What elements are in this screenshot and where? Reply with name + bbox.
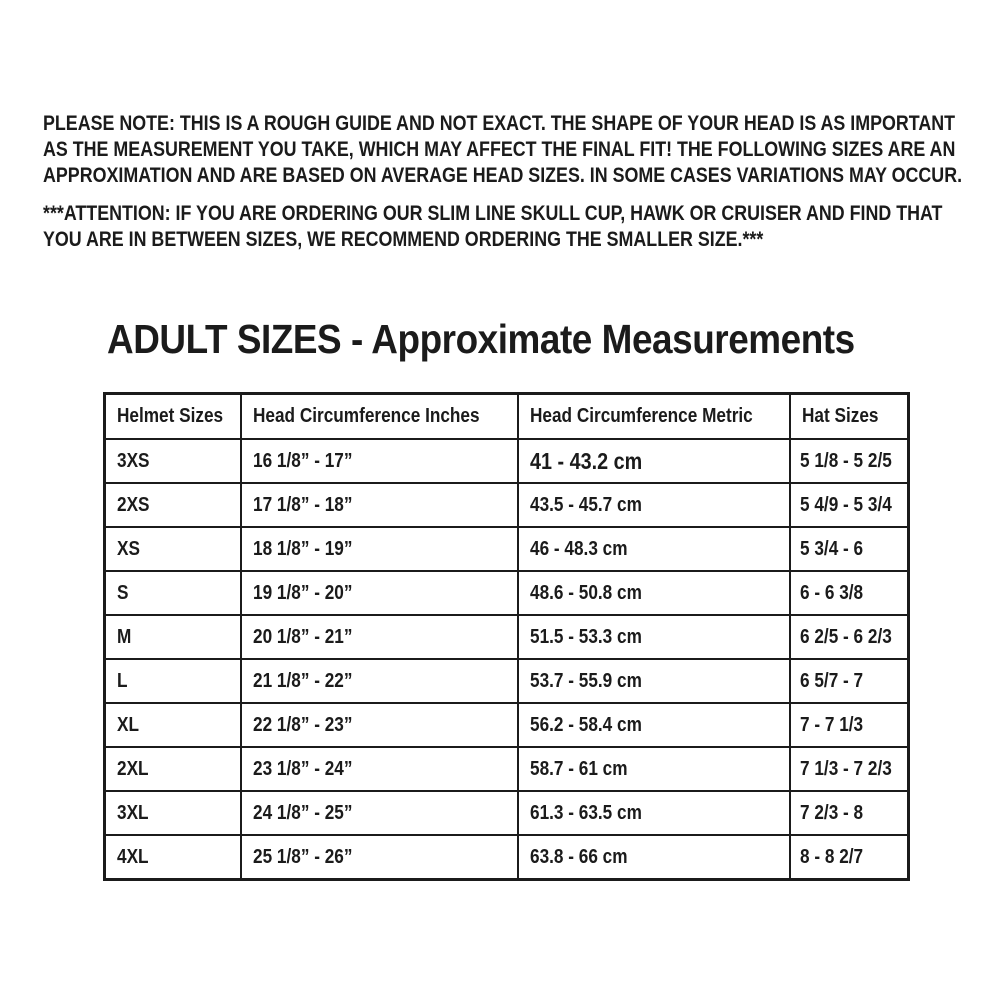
metric-cell: 58.7 - 61 cm: [518, 747, 790, 791]
hat-size-cell: 7 2/3 - 8: [790, 791, 908, 835]
helmet-size-cell: S: [105, 571, 242, 615]
hat-size-cell: 5 3/4 - 6: [790, 527, 908, 571]
attention-line: YOU ARE IN BETWEEN SIZES, WE RECOMMEND ORDERING THE SMALLER SIZE.***: [43, 228, 764, 251]
note-line: APPROXIMATION AND ARE BASED ON AVERAGE HEAD SIZES. IN SOME CASES VARIATIONS MAY OCCUR.: [43, 164, 963, 187]
hat-size-cell: 6 2/5 - 6 2/3: [790, 615, 908, 659]
table-row: [105, 483, 909, 527]
hat-size-cell: 7 - 7 1/3: [790, 703, 908, 747]
table-row: [105, 835, 909, 880]
helmet-size-cell: XS: [105, 527, 242, 571]
helmet-size-cell: 4XL: [105, 835, 242, 880]
hat-size-cell: 8 - 8 2/7: [790, 835, 908, 880]
header-cell-helmet-sizes: Helmet Sizes: [105, 394, 242, 440]
inches-cell: 18 1/8” - 19”: [241, 527, 517, 571]
hat-size-cell: 5 1/8 - 5 2/5: [790, 439, 908, 483]
table-row: [105, 747, 909, 791]
helmet-size-cell: 2XS: [105, 483, 242, 527]
table-row: [105, 659, 909, 703]
table-row: [105, 615, 909, 659]
hat-size-cell: 6 - 6 3/8: [790, 571, 908, 615]
table-row: [105, 439, 909, 483]
adult-sizes-table: [103, 392, 910, 881]
note-line: AS THE MEASUREMENT YOU TAKE, WHICH MAY AFFECT THE FINAL FIT! THE FOLLOWING SIZES ARE AN: [43, 138, 956, 161]
inches-cell: 20 1/8” - 21”: [241, 615, 517, 659]
inches-cell: 24 1/8” - 25”: [241, 791, 517, 835]
metric-cell: 51.5 - 53.3 cm: [518, 615, 790, 659]
metric-cell: 63.8 - 66 cm: [518, 835, 790, 880]
helmet-size-cell: L: [105, 659, 242, 703]
hat-size-cell: 5 4/9 - 5 3/4: [790, 483, 908, 527]
table-header-row: [105, 394, 909, 440]
metric-cell: 41 - 43.2 cm: [518, 439, 790, 483]
metric-cell: 48.6 - 50.8 cm: [518, 571, 790, 615]
table-row: [105, 703, 909, 747]
table-row: [105, 571, 909, 615]
helmet-size-cell: 3XS: [105, 439, 242, 483]
note-paragraph: [43, 111, 1000, 189]
helmet-size-cell: XL: [105, 703, 242, 747]
metric-cell: 46 - 48.3 cm: [518, 527, 790, 571]
table-row: [105, 791, 909, 835]
helmet-size-cell: 2XL: [105, 747, 242, 791]
header-cell-circumference-metric: Head Circumference Metric: [518, 394, 790, 440]
inches-cell: 16 1/8” - 17”: [241, 439, 517, 483]
attention-paragraph: [43, 201, 1000, 253]
note-line: PLEASE NOTE: THIS IS A ROUGH GUIDE AND NOT EXACT. THE SHAPE OF YOUR HEAD IS AS IMPORTANT: [43, 112, 956, 135]
hat-size-cell: 6 5/7 - 7: [790, 659, 908, 703]
table-row: [105, 527, 909, 571]
hat-size-cell: 7 1/3 - 7 2/3: [790, 747, 908, 791]
metric-cell: 53.7 - 55.9 cm: [518, 659, 790, 703]
header-cell-hat-sizes: Hat Sizes: [790, 394, 908, 440]
helmet-size-cell: 3XL: [105, 791, 242, 835]
inches-cell: 21 1/8” - 22”: [241, 659, 517, 703]
attention-line: ***ATTENTION: IF YOU ARE ORDERING OUR SLIM LINE SKULL CUP, HAWK OR CRUISER AND FIND THAT: [43, 202, 943, 225]
inches-cell: 17 1/8” - 18”: [241, 483, 517, 527]
page-title: ADULT SIZES - Approximate Measurements: [107, 316, 855, 362]
inches-cell: 19 1/8” - 20”: [241, 571, 517, 615]
inches-cell: 23 1/8” - 24”: [241, 747, 517, 791]
metric-cell: 56.2 - 58.4 cm: [518, 703, 790, 747]
helmet-size-cell: M: [105, 615, 242, 659]
inches-cell: 25 1/8” - 26”: [241, 835, 517, 880]
inches-cell: 22 1/8” - 23”: [241, 703, 517, 747]
metric-cell: 43.5 - 45.7 cm: [518, 483, 790, 527]
metric-cell: 61.3 - 63.5 cm: [518, 791, 790, 835]
header-cell-circumference-inches: Head Circumference Inches: [241, 394, 517, 440]
